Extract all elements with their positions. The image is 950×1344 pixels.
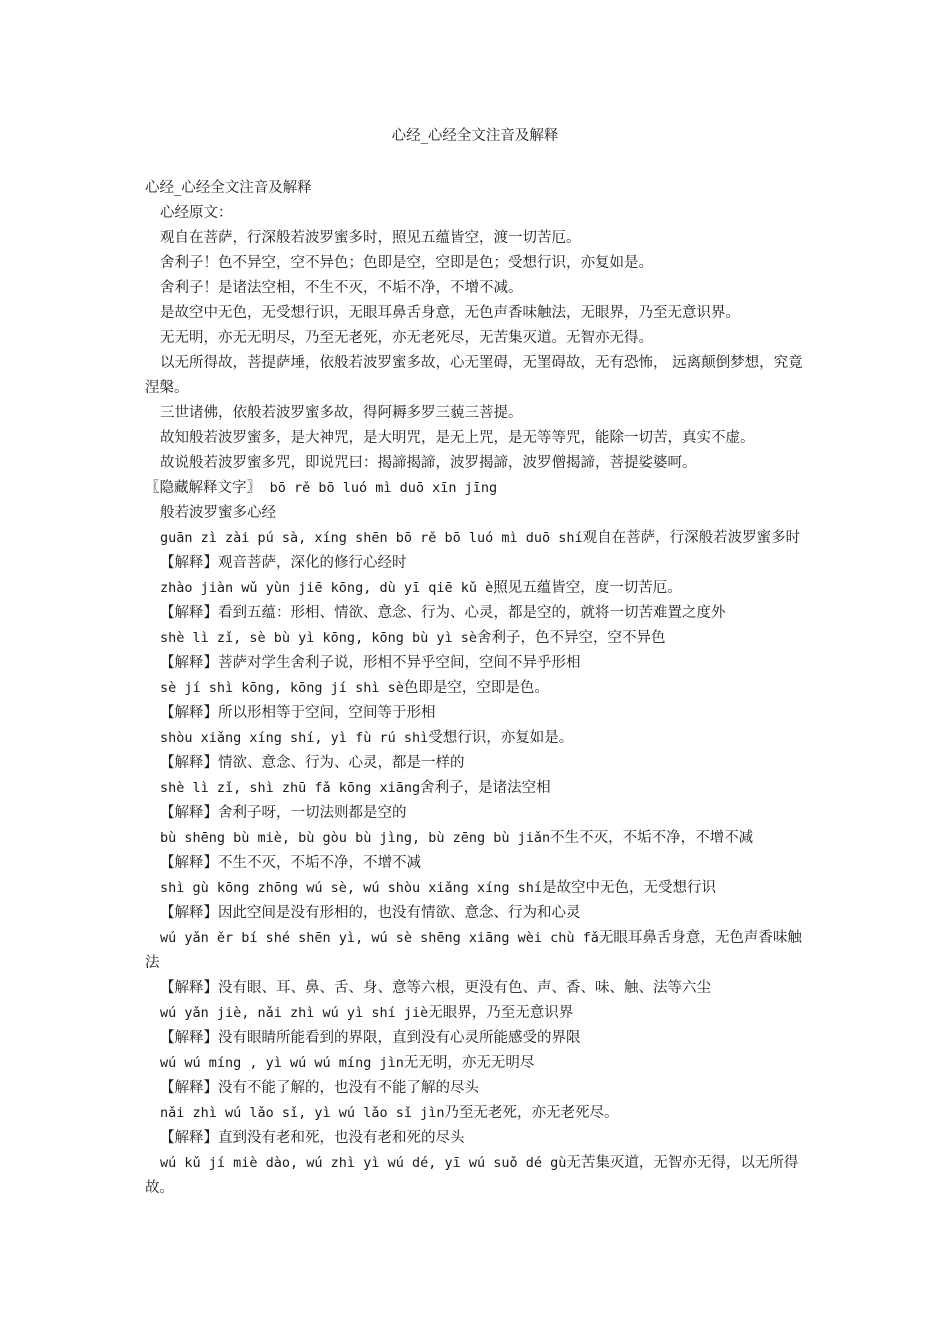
- sutra-name: 般若波罗蜜多心经: [160, 505, 276, 521]
- pinyin-line: [145, 1051, 810, 1076]
- pinyin-text: sè jí shì kōng, kōng jí shì sè: [160, 680, 404, 696]
- explanation-line: [145, 1126, 810, 1151]
- pinyin-text: bù shēng bù miè, bù gòu bù jìng, bù zēng bù jiǎn: [160, 830, 551, 846]
- verse-text: 乃至无老死，亦无老死尽。: [444, 1105, 619, 1121]
- explanation-tag: 【解释】: [160, 655, 218, 671]
- original-line: 是故空中无色，无受想行识，无眼耳鼻舌身意，无色声香味触法，无眼界，乃至无意识界。: [160, 305, 740, 321]
- explanation-text: 因此空间是没有形相的，也没有情欲、意念、行为和心灵: [218, 905, 581, 921]
- document-body: [145, 176, 810, 1201]
- pinyin-line: [145, 1101, 810, 1126]
- original-line: 无无明，亦无无明尽，乃至无老死，亦无老死尽，无苦集灭道。无智亦无得。: [160, 330, 653, 346]
- original-line: 故知般若波罗蜜多，是大神咒，是大明咒，是无上咒，是无等等咒，能除一切苦，真实不虚。: [160, 430, 755, 446]
- pinyin-line: [145, 826, 810, 851]
- pinyin-line: [145, 626, 810, 651]
- verse-text: 舍利子，色不异空，空不异色: [476, 630, 666, 646]
- explanation-text: 舍利子呀，一切法则都是空的: [218, 805, 407, 821]
- pinyin-text: zhào jiàn wǔ yùn jiē kōng, dù yī qiē kǔ è: [160, 580, 494, 596]
- explanation-line: [145, 801, 810, 826]
- pinyin-line: [145, 1151, 810, 1201]
- pinyin-line: [145, 526, 810, 551]
- explanation-line: [145, 901, 810, 926]
- pinyin-text: wú wú míng , yì wú wú míng jìn: [160, 1055, 404, 1071]
- explanation-text: 没有眼睛所能看到的界限，直到没有心灵所能感受的界限: [218, 1030, 581, 1046]
- explanation-tag: 【解释】: [160, 1130, 218, 1146]
- explanation-text: 菩萨对学生舍利子说，形相不异乎空间，空间不异乎形相: [218, 655, 581, 671]
- original-line: 三世诸佛，依般若波罗蜜多故，得阿耨多罗三藐三菩提。: [160, 405, 523, 421]
- explanation-line: [145, 651, 810, 676]
- original-line: 故说般若波罗蜜多咒，即说咒曰：揭諦揭諦，波罗揭諦，波罗僧揭諦，菩提娑婆呵。: [160, 455, 697, 471]
- explanation-line: [145, 701, 810, 726]
- verse-text: 观自在菩萨，行深般若波罗蜜多时: [582, 530, 801, 546]
- pinyin-line: [145, 926, 810, 976]
- explanation-tag: 【解释】: [160, 1080, 218, 1096]
- hidden-explanation-line: [145, 476, 810, 501]
- explanation-line: [145, 976, 810, 1001]
- verse-text: 无苦集灭道，无智亦无得，以无所得故。: [145, 1155, 799, 1196]
- pinyin-text: nǎi zhì wú lǎo sǐ, yì wú lǎo sǐ jìn: [160, 1105, 445, 1121]
- explanation-tag: 【解释】: [160, 1030, 218, 1046]
- original-line: 舍利子！是诸法空相，不生不灭，不垢不净，不增不减。: [160, 280, 523, 296]
- verse-text: 不生不灭，不垢不净，不增不减: [550, 830, 754, 846]
- explanation-tag: 【解释】: [160, 805, 218, 821]
- explanation-text: 观音菩萨，深化的修行心经时: [218, 555, 407, 571]
- explanation-tag: 【解释】: [160, 555, 218, 571]
- explanation-text: 没有不能了解的，也没有不能了解的尽头: [218, 1080, 479, 1096]
- explanation-tag: 【解释】: [160, 855, 218, 871]
- explanation-tag: 【解释】: [160, 980, 218, 996]
- verse-text: 无无明，亦无无明尽: [403, 1055, 535, 1071]
- original-line: 以无所得故，菩提萨埵，依般若波罗蜜多故，心无罣碍，无罣碍故，无有恐怖， 远离颠倒梦想，究竟涅槃。: [145, 355, 803, 396]
- explanation-tag: 【解释】: [160, 605, 218, 621]
- page-title: 心经_心经全文注音及解释: [391, 128, 559, 144]
- sutra-pinyin: bō rě bō luó mì duō xīn jīng: [269, 480, 498, 496]
- pinyin-text: shòu xiǎng xíng shí, yì fù rú shì: [160, 730, 429, 746]
- explanation-line: [145, 551, 810, 576]
- pinyin-text: wú kǔ jí miè dào, wú zhì yì wú dé, yī wú suǒ dé gù: [160, 1155, 567, 1171]
- verse-text: 无眼耳鼻舌身意，无色声香味触法: [145, 930, 802, 971]
- explanation-line: [145, 1076, 810, 1101]
- explanation-line: [145, 1026, 810, 1051]
- verse-text: 舍利子，是诸法空相: [420, 780, 551, 796]
- explanation-line: [145, 751, 810, 776]
- verse-text: 受想行识，亦复如是。: [428, 730, 574, 746]
- pinyin-line: [145, 576, 810, 601]
- explanation-text: 所以形相等于空间，空间等于形相: [218, 705, 436, 721]
- explanation-text: 不生不灭，不垢不净，不增不减: [218, 855, 421, 871]
- verse-text: 色即是空，空即是色。: [403, 680, 549, 696]
- pinyin-text: wú yǎn jiè, nǎi zhì wú yì shí jiè: [160, 1005, 429, 1021]
- explanation-text: 看到五蕴：形相、情欲、意念、行为、心灵，都是空的，就将一切苦难置之度外: [218, 605, 726, 621]
- pinyin-line: [145, 726, 810, 751]
- pinyin-text: wú yǎn ěr bí shé shēn yì, wú sè shēng xiāng wèi chù fǎ: [160, 930, 599, 946]
- pinyin-text: shè lì zǐ, shì zhū fǎ kōng xiāng: [160, 780, 421, 796]
- verse-text: 无眼界，乃至无意识界: [428, 1005, 574, 1021]
- explanation-tag: 【解释】: [160, 705, 218, 721]
- pinyin-text: shè lì zǐ, sè bù yì kōng, kōng bù yì sè: [160, 630, 477, 646]
- explanation-text: 情欲、意念、行为、心灵，都是一样的: [218, 755, 465, 771]
- pinyin-line: [145, 876, 810, 901]
- pinyin-text: guān zì zài pú sà, xíng shēn bō rě bō luó mì duō shí: [160, 530, 583, 546]
- original-line: 舍利子！色不异空，空不异色；色即是空，空即是色；受想行识，亦复如是。: [160, 255, 653, 271]
- original-label: 心经原文：: [160, 205, 233, 221]
- pinyin-line: [145, 776, 810, 801]
- verse-text: 是故空中无色，无受想行识: [542, 880, 717, 896]
- document-heading: 心经_心经全文注音及解释: [145, 180, 312, 196]
- explanation-line: [145, 851, 810, 876]
- pinyin-text: shì gù kōng zhōng wú sè, wú shòu xiǎng xíng shí: [160, 880, 543, 896]
- explanation-tag: 【解释】: [160, 755, 218, 771]
- explanation-line: [145, 601, 810, 626]
- hidden-label: 〖隐藏解释文字〗: [145, 480, 261, 496]
- explanation-tag: 【解释】: [160, 905, 218, 921]
- explanation-text: 没有眼、耳、鼻、舌、身、意等六根，更没有色、声、香、味、触、法等六尘: [218, 980, 711, 996]
- explanation-text: 直到没有老和死，也没有老和死的尽头: [218, 1130, 465, 1146]
- pinyin-line: [145, 1001, 810, 1026]
- verse-text: 照见五蕴皆空，度一切苦厄。: [493, 580, 682, 596]
- original-line: 观自在菩萨，行深般若波罗蜜多时，照见五蕴皆空，渡一切苦厄。: [160, 230, 581, 246]
- pinyin-line: [145, 676, 810, 701]
